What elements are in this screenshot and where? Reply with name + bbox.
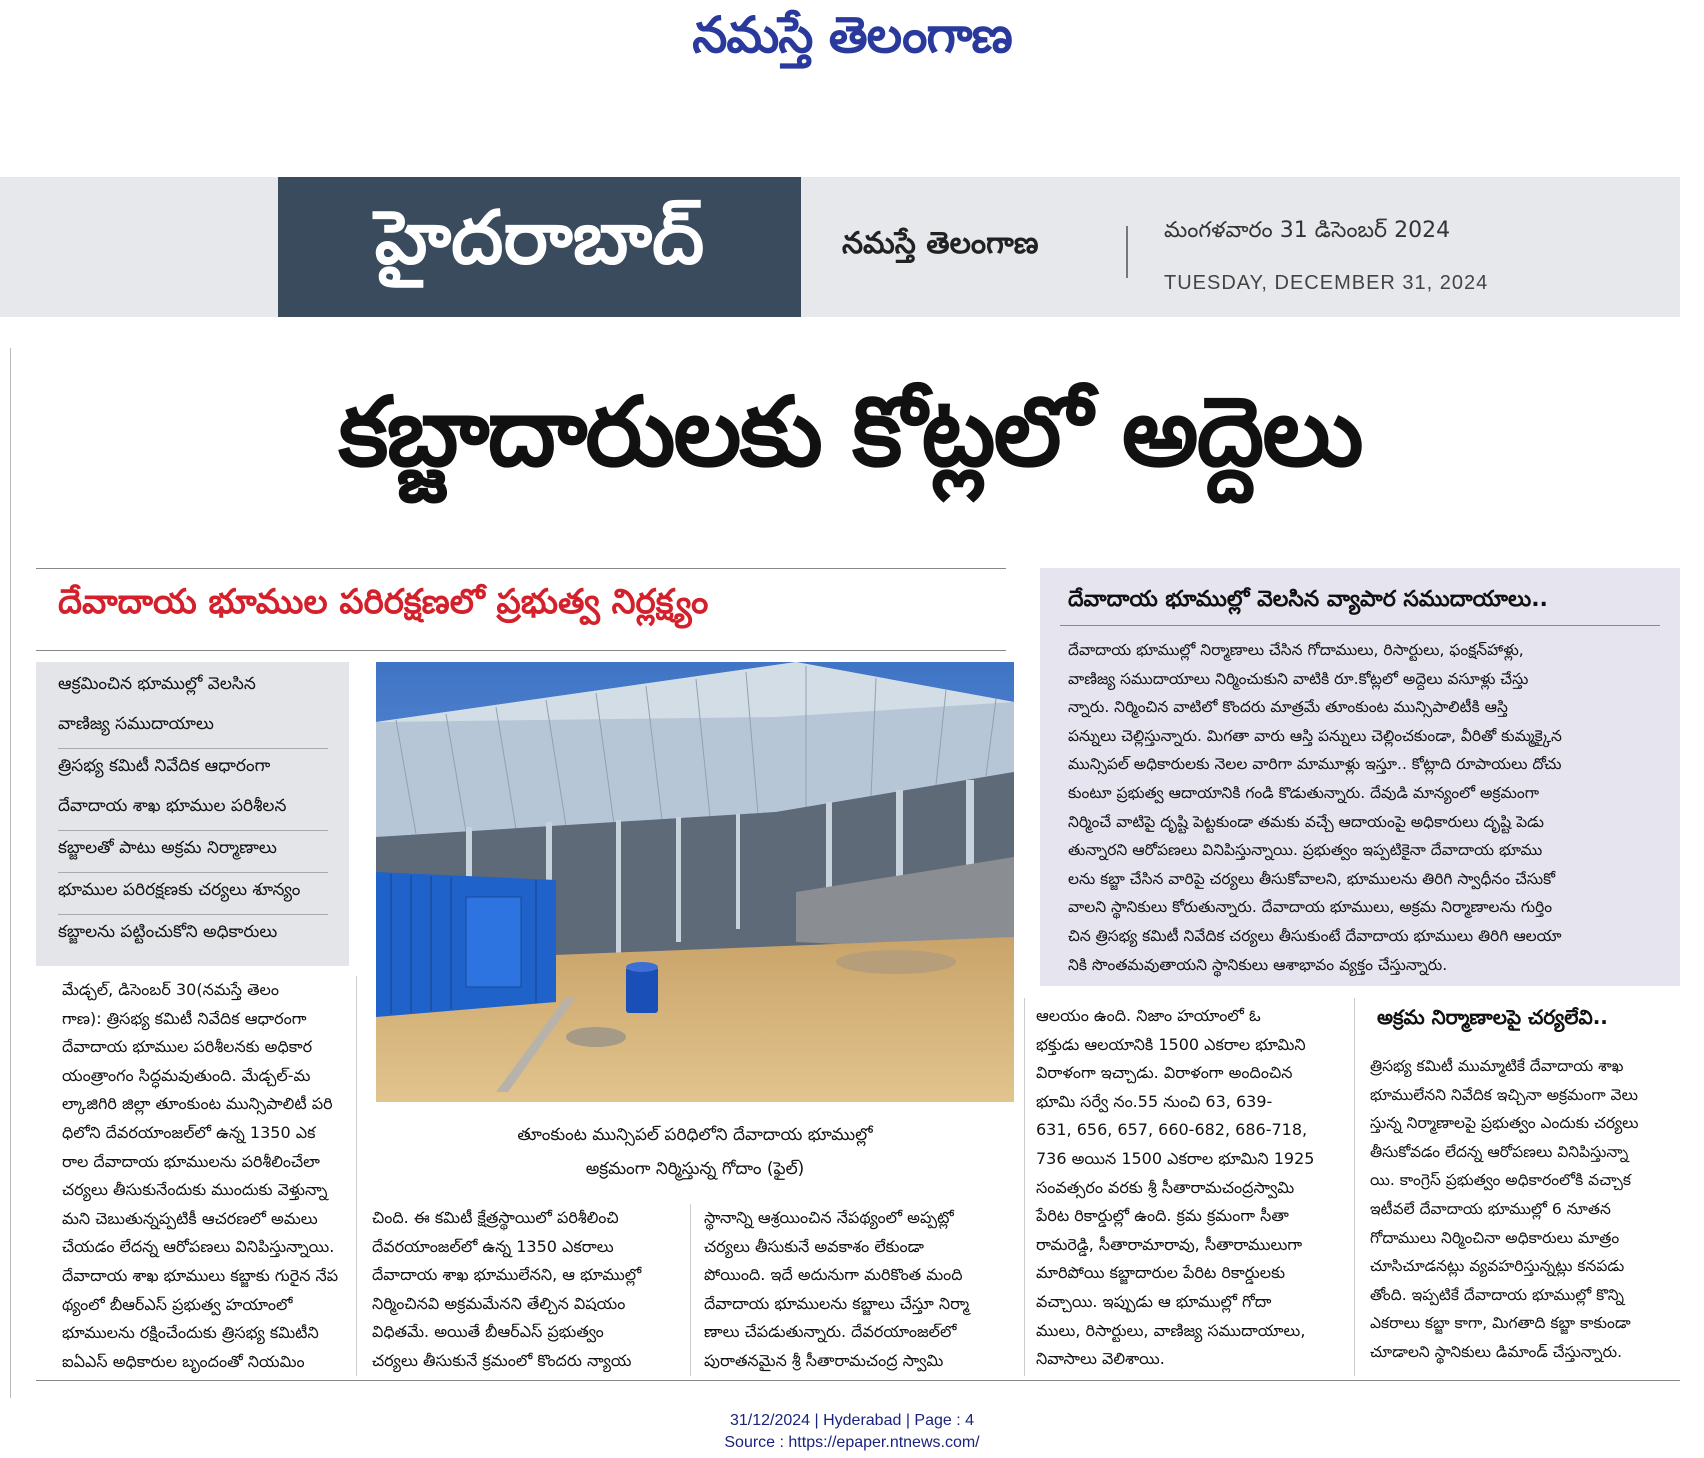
text-line: 631, 656, 657, 660-682, 686-718, [1036,1120,1308,1140]
text-line: పేరిట రికార్డుల్లో ఉంది. క్రమ క్రమంగా సీతా [1036,1206,1289,1226]
text-line: లను కబ్జా చేసిన వారిపై చర్యలు తీసుకోవాలని, భూములను తిరిగి స్వాధీనం చేసుకో [1068,869,1556,888]
text-line: చర్యలు తీసుకునేందుకు ముందుకు వెళ్తున్నా [62,1180,328,1200]
highlight-divider [58,872,328,873]
text-line: ల్కాజిగిరి జిల్లా తూంకుంట మున్సిపాలిటీ పరి [62,1094,333,1114]
text-line: చూడాలని స్థానికులు డిమాండ్ చేస్తున్నారు. [1370,1342,1623,1361]
text-line: యి. కాంగ్రెస్ ప్రభుత్వం అధికారంలోకి వచ్చాక [1370,1171,1631,1190]
photo-caption [376,1118,1014,1186]
article-column-1 [62,976,346,1376]
text-line: నిర్మించే వాటిపై దృష్టి పెట్టకుండా తమకు వచ్చే ఆదాయంపై అధికారులు దృష్టి పెడు [1068,812,1544,831]
highlight-item: కబ్జాలను పట్టించుకోని అధికారులు [58,922,278,942]
date-english: TUESDAY, DECEMBER 31, 2024 [1164,272,1489,294]
text-line: గోదాములు నిర్మించినా అధికారులు మాత్రం [1370,1228,1620,1247]
text-line: భూములను రక్షించేందుకు త్రిసభ్య కమిటీని [62,1323,319,1343]
text-line: విరాళంగా ఇచ్చాడు. విరాళంగా అందించిన [1036,1063,1293,1083]
article-column-5 [1370,1052,1670,1367]
text-line: పన్నులు చెల్లిస్తున్నారు. మిగతా వారు ఆస్తి పన్నులు చెల్లించకుండా, వీరితో కుమ్మక్కైన [1068,726,1562,745]
text-line: స్తున్న నిర్మాణాలపై ప్రభుత్వం ఎందుకు చర్యలు [1370,1114,1639,1133]
highlight-item: దేవాదాయ శాఖ భూముల పరిశీలన [58,796,287,816]
text-line: మని చెబుతున్నప్పటికీ ఆచరణలో అమలు [62,1208,318,1228]
article-column-3 [704,1204,1010,1376]
text-line: వాలని స్థానికులు కోరుతున్నారు. దేవాదాయ భూములు, అక్రమ నిర్మాణాలను గుర్తిం [1068,898,1553,917]
text-line: భూమి సర్వే నం.55 నుంచి 63, 639- [1036,1091,1273,1111]
section-city-title: హైదరాబాద్ [278,177,801,317]
footer-source-link[interactable]: Source : https://epaper.ntnews.com/ [724,1434,980,1451]
text-line: చర్యలు తీసుకునే అవకాశం లేకుండా [704,1236,924,1256]
text-line: దేవాదాయ భూములను కబ్జాలు చేస్తూ నిర్మా [704,1293,970,1313]
text-line: ఐఏఎస్ అధికారుల బృందంతో నియమిం [62,1351,305,1371]
text-line: భూములేనని నివేదిక ఇచ్చినా అక్రమంగా వెలు [1370,1085,1638,1104]
text-line: థ్యంలో బీఆర్‌ఎస్ ప్రభుత్వ హయాంలో [62,1294,293,1314]
text-line: చింది. ఈ కమిటీ క్షేత్రస్థాయిలో పరిశీలించి [372,1208,619,1227]
text-line: భక్తుడు ఆలయానికి 1500 ఎకరాల భూమిని [1036,1034,1306,1054]
footer-dateline: 31/12/2024 | Hyderabad | Page : 4 [729,1412,975,1429]
highlight-item: ఆక్రమించిన భూముల్లో వెలసిన [58,674,256,694]
text-line: మారిపోయి కబ్జాదారుల పేరిట రికార్డులకు [1036,1263,1286,1283]
page-left-rule [10,348,11,1398]
highlight-divider [58,914,328,915]
subsection-title: అక్రమ నిర్మాణాలపై చర్యలేవి.. [1377,1005,1608,1029]
text-line: రాల దేవాదాయ భూములను పరిశీలించేలా [62,1151,320,1171]
photo-caption-line: అక్రమంగా నిర్మిస్తున్న గోదాం (ఫైల్) [585,1159,805,1179]
subheadline-rule-top [36,568,1006,569]
column-divider [1354,998,1355,1376]
text-line: కుంటూ ప్రభుత్వ ఆదాయానికి గండి కొడుతున్నారు. దేవుడి మాన్యంలో అక్రమంగా [1068,783,1540,802]
text-line: నిర్మించినవి అక్రమమేనని తేల్చిన విషయం [372,1293,626,1313]
column-divider [1024,998,1025,1376]
text-line: నివాసాలు వెలిశాయి. [1036,1349,1165,1369]
text-line: యంత్రాంగం సిద్ధమవుతుంది. మేడ్చల్-మ [62,1065,311,1085]
article-photo-warehouse [376,662,1014,1102]
text-line: విధితమే. అయితే బీఆర్‌ఎస్ ప్రభుత్వం [372,1322,604,1342]
subheadline-rule-bottom [36,650,1006,651]
text-line: ఆలయం ఉంది. నిజాం హయాంలో ఓ [1036,1006,1261,1025]
sidebar-box-body [1068,636,1664,979]
text-line: ణాలు చేపడుతున్నారు. దేవరయాంజల్‌లో [704,1322,957,1342]
text-line: నికి సొంతమవుతాయని స్థానికులు ఆశాభావం వ్యక్తం చేస్తున్నారు. [1068,955,1448,974]
article-subheadline: దేవాదాయ భూముల పరిరక్షణలో ప్రభుత్వ నిర్లక్ష్యం [58,582,709,622]
sidebar-box-rule [1060,625,1660,626]
text-line: వచ్చాయి. ఇప్పుడు ఆ భూముల్లో గోదా [1036,1291,1272,1311]
text-line: ఇటీవలే దేవాదాయ భూముల్లో 6 నూతన [1370,1199,1611,1218]
highlight-item: త్రిసభ్య కమిటీ నివేదిక ఆధారంగా [58,756,271,776]
photo-caption-line: తూంకుంట మున్సిపల్ పరిధిలోని దేవాదాయ భూముల్లో [517,1125,873,1145]
text-line: తోంది. ఇప్పటికే దేవాదాయ భూముల్లో కొన్ని [1370,1285,1624,1304]
text-line: దేవాదాయ శాఖ భూములేనని, ఆ భూముల్లో [372,1265,642,1285]
date-telugu: మంగళవారం 31 డిసెంబర్ 2024 [1164,218,1451,243]
text-line: స్థానాన్ని ఆశ్రయించిన నేపథ్యంలో అప్పట్లో [704,1208,954,1227]
text-line: రామరెడ్డి, సీతారామారావు, సీతారాములుగా [1036,1234,1303,1254]
article-column-4 [1036,1002,1342,1374]
text-line: మేడ్చల్, డిసెంబర్ 30(నమస్తే తెలం [62,980,279,999]
text-line: తున్నారని ఆరోపణలు వినిపిస్తున్నాయి. ప్రభుత్వం ఇప్పటికైనా దేవాదాయ భూము [1068,841,1543,860]
page-footer [0,1410,1704,1454]
text-line: ధిలోని దేవరయాంజల్‌లో ఉన్న 1350 ఎక [62,1122,316,1142]
text-line: దేవాదాయ శాఖ భూములు కబ్జాకు గురైన నేప [62,1265,339,1285]
text-line: ఎకరాలు కబ్జా కాగా, మిగతాది కబ్జా కాకుండా [1370,1314,1631,1333]
text-line: పోయింది. ఇదే అదునుగా మరికొంత మంది [704,1265,963,1285]
text-line: తీసుకోవడం లేదన్న ఆరోపణలు వినిపిస్తున్నా [1370,1142,1629,1161]
newspaper-masthead: నమస్తే తెలంగాణ [692,6,1012,64]
article-headline: కబ్జాదారులకు కోట్లలో అద్దెలు [338,376,1362,488]
highlight-divider [58,830,328,831]
highlight-item: వాణిజ్య సముదాయాలు [58,714,214,734]
text-line: సంవత్సరం వరకు శ్రీ సీతారామచంద్రస్వామి [1036,1177,1295,1197]
text-line: 736 అయిన 1500 ఎకరాల భూమిని 1925 [1036,1148,1315,1168]
column-divider [690,1204,691,1376]
text-line: న్నారు. నిర్మించిన వాటిలో కొందరు మాత్రమే తూంకుంట మున్సిపాలిటీకి ఆస్తి [1068,698,1508,717]
text-line: ములు, రిసార్టులు, వాణిజ్య సముదాయాలు, [1036,1320,1306,1340]
highlight-item: భూముల పరిరక్షణకు చర్యలు శూన్యం [58,880,301,900]
text-line: వాణిజ్య సముదాయాలు నిర్మించుకుని వాటికి రూ.కోట్లలో అద్దెలు వసూళ్లు చేస్తు [1068,669,1529,688]
text-line: గాణ): త్రిసభ్య కమిటీ నివేదిక ఆధారంగా [62,1008,307,1028]
section-brand: నమస్తే తెలంగాణ [842,226,1039,261]
text-line: చూసిచూడనట్లు వ్యవహరిస్తున్నట్లు కనపడు [1370,1257,1625,1276]
text-line: చిన త్రిసభ్య కమిటీ నివేదిక చర్యలు తీసుకుంటే దేవాదాయ భూములు తిరిగి ఆలయా [1068,926,1562,945]
text-line: చర్యలు తీసుకునే క్రమంలో కొందరు న్యాయ [372,1350,632,1370]
article-column-2 [372,1204,678,1376]
text-line: దేవాదాయ భూముల పరిశీలనకు అధికార [62,1037,313,1057]
header-divider [1126,226,1128,278]
column-divider [356,976,357,1376]
text-line: దేవరయాంజల్‌లో ఉన్న 1350 ఎకరాలు [372,1236,614,1256]
text-line: త్రిసభ్య కమిటీ ముమ్మాటికే దేవాదాయ శాఖ [1370,1057,1624,1075]
highlights-box [36,662,349,966]
text-line: చేయడం లేదన్న ఆరోపణలు వినిపిస్తున్నాయి. [62,1237,335,1257]
text-line: పురాతనమైన శ్రీ సీతారామచంద్ర స్వామి [704,1350,944,1370]
page-bottom-rule [36,1380,1680,1381]
sidebar-box-title: దేవాదాయ భూముల్లో వెలసిన వ్యాపార సముదాయాలు.. [1068,587,1548,612]
text-line: దేవాదాయ భూముల్లో నిర్మాణాలు చేసిన గోదాములు, రిసార్టులు, ఫంక్షన్‌హాళ్లు, [1068,641,1524,659]
text-line: మున్సిపల్ అధికారులకు నెలల వారిగా మామూళ్లు ఇస్తూ.. కోట్లాది రూపాయలు దోచు [1068,755,1562,774]
highlight-item: కబ్జాలతో పాటు అక్రమ నిర్మాణాలు [58,838,277,858]
highlight-divider [58,748,328,749]
